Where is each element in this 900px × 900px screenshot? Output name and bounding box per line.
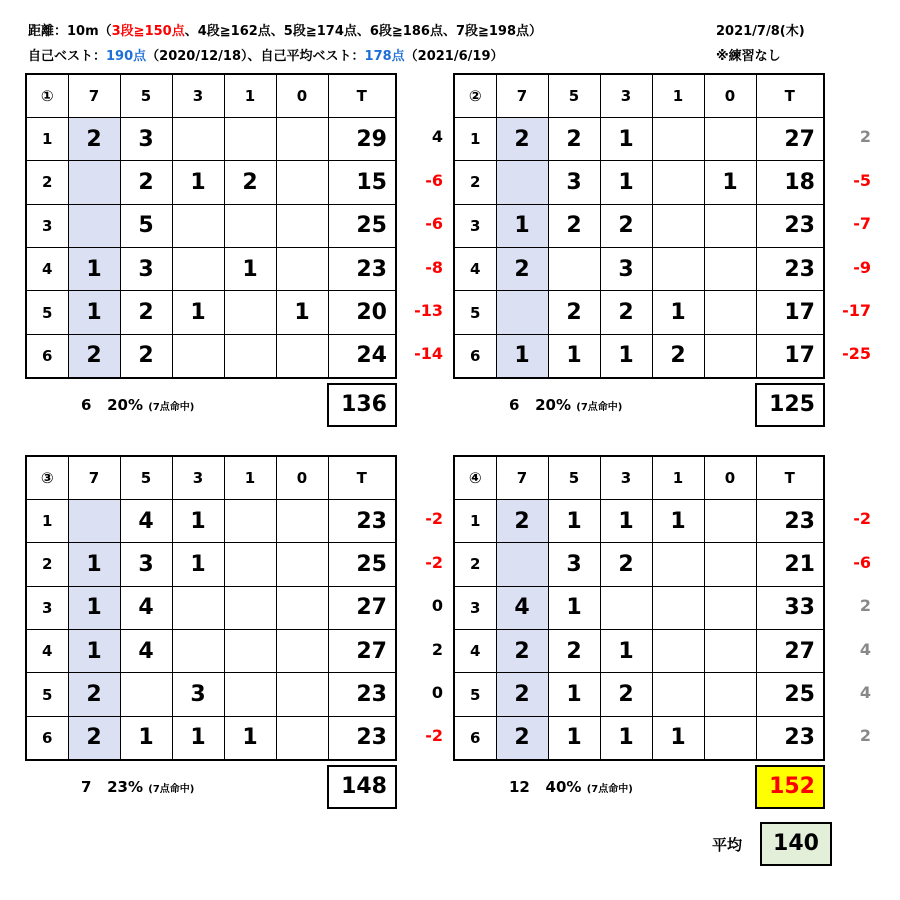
- hit-count-cell: 1: [68, 586, 120, 629]
- hit-count-cell: 1: [172, 716, 224, 759]
- end-number: 2: [454, 161, 496, 204]
- end-number: 4: [26, 248, 68, 291]
- hit-count-cell: 1: [548, 716, 600, 759]
- hit-count-cell: 2: [120, 161, 172, 204]
- hit-count-cell: 1: [120, 716, 172, 759]
- header-note: ※練習なし: [716, 49, 781, 64]
- hit-count-cell: [496, 291, 548, 334]
- hit-count-cell: 2: [68, 673, 120, 716]
- hit-count-cell: 1: [600, 499, 652, 542]
- column-header: 0: [704, 456, 756, 499]
- hit-count-cell: 1: [548, 499, 600, 542]
- column-header: T: [756, 456, 824, 499]
- hit-count-cell: [704, 248, 756, 291]
- hit-count-cell: [652, 161, 704, 204]
- column-header: 1: [652, 456, 704, 499]
- table-row: [454, 117, 824, 160]
- hit-count-cell: 2: [496, 117, 548, 160]
- hit-count-cell: 1: [548, 673, 600, 716]
- cumulative-diff: -7: [853, 214, 871, 234]
- end-number: 6: [454, 716, 496, 759]
- hit-count-cell: [704, 499, 756, 542]
- round-total: 125: [755, 383, 825, 427]
- hit-count-cell: [172, 586, 224, 629]
- end-total: 23: [756, 204, 824, 247]
- hit-count-cell: 1: [600, 161, 652, 204]
- hit-count-cell: 2: [496, 716, 548, 759]
- hit-count-cell: 2: [68, 334, 120, 377]
- hit-count-cell: 2: [600, 291, 652, 334]
- score-table: [453, 455, 825, 761]
- hit-count-cell: 1: [600, 716, 652, 759]
- column-header: 0: [704, 74, 756, 117]
- end-total: 23: [756, 499, 824, 542]
- hit-count-cell: 4: [120, 630, 172, 673]
- cumulative-diff: -9: [853, 257, 871, 277]
- table-row: [26, 499, 396, 542]
- hit-percent: 20%: [535, 396, 572, 414]
- hit-count-cell: [704, 334, 756, 377]
- column-header: 3: [600, 74, 652, 117]
- hit-count-cell: 1: [68, 630, 120, 673]
- hit-count-cell: [276, 543, 328, 586]
- end-number: 5: [26, 291, 68, 334]
- table-row: [454, 161, 824, 204]
- end-number: 2: [454, 543, 496, 586]
- hit-count-cell: [704, 204, 756, 247]
- end-number: 4: [454, 248, 496, 291]
- hit-count-cell: 1: [496, 334, 548, 377]
- table-row: [454, 716, 824, 759]
- round-block-4: [453, 455, 883, 815]
- avg-best-date: （2021/6/19）: [404, 49, 504, 64]
- table-row: [454, 499, 824, 542]
- column-header: 3: [600, 456, 652, 499]
- hit-count-cell: [276, 248, 328, 291]
- end-number: 4: [454, 630, 496, 673]
- hit-count-cell: 2: [600, 204, 652, 247]
- cumulative-diff: 2: [859, 127, 871, 147]
- end-number: 3: [26, 204, 68, 247]
- seven-hits: 6: [81, 396, 92, 414]
- hit-count-cell: 1: [276, 291, 328, 334]
- hit-count-cell: 1: [224, 248, 276, 291]
- end-total: 25: [328, 204, 396, 247]
- table-row: [26, 204, 396, 247]
- best-date: （2020/12/18）、自己平均ベスト：: [146, 49, 365, 64]
- cumulative-diff: -6: [425, 170, 443, 190]
- column-header: 1: [224, 74, 276, 117]
- cumulative-diff: 0: [431, 683, 443, 702]
- hit-count-cell: 2: [496, 499, 548, 542]
- hit-count-cell: [276, 499, 328, 542]
- end-total: 27: [756, 630, 824, 673]
- hit-count-cell: 2: [548, 291, 600, 334]
- hit-count-cell: 1: [68, 248, 120, 291]
- hit-count-cell: [704, 630, 756, 673]
- hit-count-cell: [276, 204, 328, 247]
- hit-count-cell: 3: [548, 543, 600, 586]
- hit-count-cell: [496, 543, 548, 586]
- header-line-1: [28, 20, 542, 39]
- end-total: 21: [756, 543, 824, 586]
- end-total: 27: [328, 586, 396, 629]
- cumulative-diff: 2: [431, 639, 443, 659]
- column-header: T: [328, 74, 396, 117]
- hit-count-cell: 2: [548, 204, 600, 247]
- hit-count-cell: [224, 586, 276, 629]
- end-number: 5: [454, 673, 496, 716]
- cumulative-diff: -17: [842, 301, 871, 320]
- cumulative-diff: 4: [859, 639, 871, 659]
- round-label: ②: [454, 74, 496, 117]
- cumulative-diff: 4: [431, 127, 443, 147]
- average-value: 140: [760, 822, 832, 866]
- hit-count-cell: 2: [496, 673, 548, 716]
- table-row: [26, 161, 396, 204]
- hit-count-cell: [224, 291, 276, 334]
- hit-count-cell: [704, 716, 756, 759]
- column-header: 7: [68, 74, 120, 117]
- hit-percent-note: (7点命中): [586, 784, 633, 795]
- best-label: 自己ベスト：: [28, 49, 107, 64]
- column-header: 5: [548, 456, 600, 499]
- hit-count-cell: 2: [652, 334, 704, 377]
- end-number: 1: [26, 117, 68, 160]
- hit-count-cell: [652, 204, 704, 247]
- column-header: 0: [276, 74, 328, 117]
- hit-count-cell: 1: [652, 499, 704, 542]
- table-row: [454, 543, 824, 586]
- hit-count-cell: 1: [224, 716, 276, 759]
- hit-count-cell: [224, 334, 276, 377]
- end-total: 29: [328, 117, 396, 160]
- hit-count-cell: [276, 586, 328, 629]
- hit-summary: [81, 778, 194, 796]
- column-header: T: [328, 456, 396, 499]
- hit-count-cell: [704, 586, 756, 629]
- cumulative-diff: 0: [431, 596, 443, 616]
- hit-count-cell: 2: [548, 630, 600, 673]
- hit-count-cell: 1: [68, 291, 120, 334]
- cumulative-diff: -2: [425, 509, 443, 529]
- avg-best-score: 178点: [364, 49, 405, 64]
- table-row: [26, 291, 396, 334]
- hit-count-cell: [652, 630, 704, 673]
- column-header: 3: [172, 74, 224, 117]
- table-row: [454, 248, 824, 291]
- hit-percent-note: (7点命中): [148, 784, 195, 795]
- round-label: ①: [26, 74, 68, 117]
- hit-count-cell: [652, 543, 704, 586]
- column-header: 3: [172, 456, 224, 499]
- hit-count-cell: 2: [548, 117, 600, 160]
- hit-count-cell: 1: [172, 291, 224, 334]
- table-row: [26, 586, 396, 629]
- hit-count-cell: [172, 117, 224, 160]
- hit-count-cell: 1: [704, 161, 756, 204]
- hit-count-cell: 3: [600, 248, 652, 291]
- hit-count-cell: [276, 117, 328, 160]
- table-row: [26, 716, 396, 759]
- cumulative-diff: -2: [853, 509, 871, 529]
- table-row: [454, 673, 824, 716]
- column-header: 1: [224, 456, 276, 499]
- end-number: 1: [454, 117, 496, 160]
- end-total: 23: [328, 248, 396, 291]
- end-total: 17: [756, 334, 824, 377]
- hit-count-cell: [704, 543, 756, 586]
- hit-count-cell: 1: [600, 630, 652, 673]
- table-row: [26, 630, 396, 673]
- hit-count-cell: 2: [496, 630, 548, 673]
- hit-count-cell: [68, 204, 120, 247]
- distance-prefix: 距離：10m（: [28, 24, 112, 39]
- end-total: 25: [756, 673, 824, 716]
- hit-count-cell: 3: [548, 161, 600, 204]
- hit-count-cell: 5: [120, 204, 172, 247]
- column-header: 5: [120, 456, 172, 499]
- hit-count-cell: [496, 161, 548, 204]
- cumulative-diff: -6: [853, 552, 871, 572]
- seven-hits: 7: [81, 778, 92, 796]
- hit-count-cell: [224, 543, 276, 586]
- end-number: 1: [454, 499, 496, 542]
- hit-count-cell: 2: [224, 161, 276, 204]
- hit-count-cell: 2: [496, 248, 548, 291]
- round-label: ④: [454, 456, 496, 499]
- hit-count-cell: [224, 630, 276, 673]
- hit-count-cell: 3: [120, 543, 172, 586]
- table-row: [26, 543, 396, 586]
- hit-count-cell: 3: [120, 248, 172, 291]
- cumulative-diff: -5: [853, 170, 871, 190]
- hit-count-cell: 2: [600, 673, 652, 716]
- column-header: 0: [276, 456, 328, 499]
- hit-count-cell: 1: [652, 716, 704, 759]
- hit-count-cell: [276, 716, 328, 759]
- cumulative-diff: -25: [842, 344, 871, 364]
- hit-percent-note: (7点命中): [148, 402, 195, 413]
- round-block-1: [25, 73, 455, 433]
- hit-count-cell: 2: [120, 334, 172, 377]
- end-total: 23: [328, 716, 396, 759]
- cumulative-diff: 4: [859, 683, 871, 702]
- end-number: 5: [26, 673, 68, 716]
- hit-count-cell: 2: [600, 543, 652, 586]
- hit-count-cell: [704, 291, 756, 334]
- hit-count-cell: [704, 117, 756, 160]
- end-total: 24: [328, 334, 396, 377]
- hit-count-cell: 1: [172, 543, 224, 586]
- column-header: 7: [68, 456, 120, 499]
- hit-percent-note: (7点命中): [576, 402, 623, 413]
- hit-count-cell: [652, 586, 704, 629]
- hit-count-cell: [172, 204, 224, 247]
- cumulative-diff: 2: [859, 726, 871, 746]
- hit-count-cell: 1: [600, 117, 652, 160]
- table-row: [454, 630, 824, 673]
- column-header: 5: [120, 74, 172, 117]
- seven-hits: 12: [509, 778, 530, 796]
- end-total: 23: [328, 499, 396, 542]
- hit-count-cell: 2: [120, 291, 172, 334]
- dan3-threshold: 3段≧150点: [111, 24, 185, 39]
- hit-count-cell: [652, 673, 704, 716]
- hit-count-cell: [600, 586, 652, 629]
- hit-count-cell: 3: [172, 673, 224, 716]
- round-block-2: [453, 73, 883, 433]
- column-header: T: [756, 74, 824, 117]
- hit-count-cell: [276, 630, 328, 673]
- hit-percent: 23%: [107, 778, 144, 796]
- hit-count-cell: [172, 248, 224, 291]
- hit-count-cell: [224, 204, 276, 247]
- end-total: 33: [756, 586, 824, 629]
- hit-count-cell: 1: [548, 334, 600, 377]
- hit-count-cell: [704, 673, 756, 716]
- cumulative-diff: 2: [859, 596, 871, 616]
- round-total: 148: [327, 765, 397, 809]
- hit-count-cell: 1: [68, 543, 120, 586]
- round-total: 136: [327, 383, 397, 427]
- end-total: 15: [328, 161, 396, 204]
- table-row: [26, 673, 396, 716]
- end-total: 27: [328, 630, 396, 673]
- table-row: [454, 334, 824, 377]
- hit-count-cell: 1: [548, 586, 600, 629]
- seven-hits: 6: [509, 396, 520, 414]
- end-number: 2: [26, 543, 68, 586]
- hit-count-cell: [224, 499, 276, 542]
- hit-count-cell: [224, 673, 276, 716]
- hit-count-cell: 1: [496, 204, 548, 247]
- cumulative-diff: -14: [414, 344, 443, 364]
- header-line-2: [28, 45, 504, 64]
- table-row: [26, 117, 396, 160]
- end-number: 3: [454, 586, 496, 629]
- table-row: [454, 586, 824, 629]
- score-table: [25, 455, 397, 761]
- score-table: [25, 73, 397, 379]
- table-row: [454, 291, 824, 334]
- hit-count-cell: [68, 161, 120, 204]
- hit-summary: [81, 396, 194, 414]
- header-date: 2021/7/8(木): [716, 24, 805, 39]
- end-total: 23: [756, 716, 824, 759]
- end-number: 3: [26, 586, 68, 629]
- column-header: 1: [652, 74, 704, 117]
- cumulative-diff: -2: [425, 552, 443, 572]
- distance-rest: 、4段≧162点、5段≧174点、6段≧186点、7段≧198点）: [184, 24, 543, 39]
- hit-count-cell: 2: [68, 716, 120, 759]
- column-header: 5: [548, 74, 600, 117]
- hit-count-cell: [548, 248, 600, 291]
- average-label: 平均: [712, 836, 743, 854]
- round-total: 152: [755, 765, 825, 809]
- round-block-3: [25, 455, 455, 815]
- hit-count-cell: 2: [68, 117, 120, 160]
- column-header: 7: [496, 456, 548, 499]
- table-row: [26, 334, 396, 377]
- end-total: 23: [756, 248, 824, 291]
- cumulative-diff: -8: [425, 257, 443, 277]
- end-number: 6: [26, 716, 68, 759]
- end-total: 20: [328, 291, 396, 334]
- hit-count-cell: [120, 673, 172, 716]
- end-number: 2: [26, 161, 68, 204]
- hit-count-cell: [276, 334, 328, 377]
- best-score: 190点: [106, 49, 147, 64]
- cumulative-diff: -13: [414, 301, 443, 320]
- hit-count-cell: [68, 499, 120, 542]
- hit-summary: [509, 396, 622, 414]
- end-total: 17: [756, 291, 824, 334]
- hit-count-cell: [276, 161, 328, 204]
- hit-count-cell: 1: [172, 499, 224, 542]
- end-total: 25: [328, 543, 396, 586]
- round-label: ③: [26, 456, 68, 499]
- hit-count-cell: 3: [120, 117, 172, 160]
- hit-count-cell: 1: [172, 161, 224, 204]
- hit-count-cell: [276, 673, 328, 716]
- column-header: 7: [496, 74, 548, 117]
- end-number: 3: [454, 204, 496, 247]
- table-row: [26, 248, 396, 291]
- score-table: [453, 73, 825, 379]
- hit-count-cell: [172, 334, 224, 377]
- end-total: 18: [756, 161, 824, 204]
- hit-summary: [509, 778, 633, 796]
- end-total: 23: [328, 673, 396, 716]
- cumulative-diff: -2: [425, 726, 443, 746]
- hit-count-cell: 4: [496, 586, 548, 629]
- end-total: 27: [756, 117, 824, 160]
- hit-count-cell: 4: [120, 586, 172, 629]
- end-number: 6: [454, 334, 496, 377]
- hit-count-cell: 1: [600, 334, 652, 377]
- hit-count-cell: 4: [120, 499, 172, 542]
- hit-count-cell: [172, 630, 224, 673]
- hit-count-cell: [652, 117, 704, 160]
- end-number: 6: [26, 334, 68, 377]
- end-number: 1: [26, 499, 68, 542]
- cumulative-diff: -6: [425, 214, 443, 234]
- hit-count-cell: 1: [652, 291, 704, 334]
- end-number: 4: [26, 630, 68, 673]
- table-row: [454, 204, 824, 247]
- hit-percent: 20%: [107, 396, 144, 414]
- end-number: 5: [454, 291, 496, 334]
- hit-count-cell: [224, 117, 276, 160]
- hit-count-cell: [652, 248, 704, 291]
- hit-percent: 40%: [545, 778, 582, 796]
